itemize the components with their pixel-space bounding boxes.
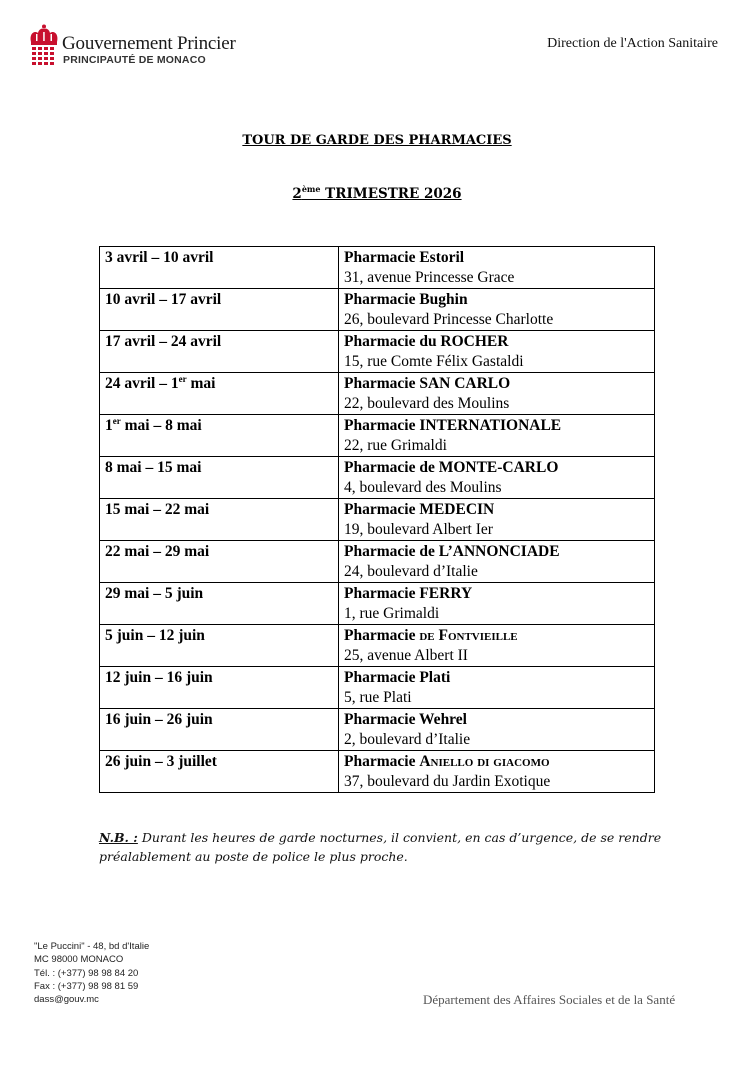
note-text: Durant les heures de garde nocturnes, il convient, en cas d’urgence, de se rendre préalablement au poste de police le plus proche. xyxy=(99,830,662,864)
address-line: MC 98000 MONACO xyxy=(34,954,124,966)
pharmacy-cell xyxy=(339,625,655,667)
department-name: Département des Affaires Sociales et de la Santé xyxy=(423,992,676,1007)
period-text: mai – 8 mai xyxy=(120,417,202,434)
pharmacy-name: Pharmacie de MONTE-CARLO xyxy=(344,459,559,476)
table-row xyxy=(100,247,655,289)
pharmacy-cell xyxy=(339,289,655,331)
pharmacy-address: 19, boulevard Albert Ier xyxy=(344,521,493,538)
pharmacy-address: 31, avenue Princesse Grace xyxy=(344,269,515,286)
pharmacy-name xyxy=(344,752,649,772)
table-row xyxy=(100,541,655,583)
pharmacy-address: 25, avenue Albert II xyxy=(344,647,468,664)
period-cell xyxy=(100,373,339,415)
pharmacy-name-prefix: Pharmacie xyxy=(344,627,420,644)
period-sup: er xyxy=(178,374,187,384)
table-row xyxy=(100,289,655,331)
table-row xyxy=(100,751,655,793)
document-title xyxy=(0,133,754,148)
pharmacy-name-prefix: Pharmacie xyxy=(344,753,420,770)
pharmacy-name: Pharmacie Wehrel xyxy=(344,711,467,728)
pharmacy-cell xyxy=(339,751,655,793)
table-row xyxy=(100,373,655,415)
subtitle-rest: TRIMESTRE 2026 xyxy=(320,186,462,202)
pharmacy-cell xyxy=(339,415,655,457)
period-cell: 12 juin – 16 juin xyxy=(100,667,339,709)
schedule-table xyxy=(99,246,655,793)
pharmacy-cell xyxy=(339,331,655,373)
email-line: dass@gouv.mc xyxy=(34,994,99,1006)
period-cell: 15 mai – 22 mai xyxy=(100,499,339,541)
period-cell: 5 juin – 12 juin xyxy=(100,625,339,667)
direction-name: Direction de l'Action Sanitaire xyxy=(547,36,718,51)
period-cell: 17 avril – 24 avril xyxy=(100,331,339,373)
address-line: "Le Puccini" - 48, bd d'Italie xyxy=(34,941,150,952)
pharmacy-name: Pharmacie Bughin xyxy=(344,291,468,308)
period-text: mai xyxy=(186,375,216,392)
pharmacy-cell xyxy=(339,667,655,709)
document-title-text: TOUR DE GARDE DES PHARMACIES xyxy=(242,133,512,148)
pharmacy-address: 5, rue Plati xyxy=(344,689,412,706)
table-row xyxy=(100,331,655,373)
document-subtitle xyxy=(0,186,754,202)
pharmacy-cell xyxy=(339,457,655,499)
fax-line: Fax : (+377) 98 98 81 59 xyxy=(34,980,139,992)
contact-address xyxy=(34,940,149,1006)
period-cell: 3 avril – 10 avril xyxy=(100,247,339,289)
period-cell: 16 juin – 26 juin xyxy=(100,709,339,751)
pharmacy-name: Pharmacie Estoril xyxy=(344,249,465,266)
period-cell: 22 mai – 29 mai xyxy=(100,541,339,583)
logo-title: Gouvernement Princier xyxy=(62,33,236,54)
subtitle-number: 2 xyxy=(292,186,302,202)
phone-line: Tél. : (+377) 98 98 84 20 xyxy=(34,967,139,979)
pharmacy-name: Pharmacie du ROCHER xyxy=(344,333,509,350)
pharmacy-name: Pharmacie INTERNATIONALE xyxy=(344,417,562,434)
pharmacy-name: Pharmacie de L’ANNONCIADE xyxy=(344,543,560,560)
period-cell: 10 avril – 17 avril xyxy=(100,289,339,331)
pharmacy-name-smallcaps: Aniello di giacomo xyxy=(419,753,550,770)
crown-icon xyxy=(28,24,60,66)
pharmacy-address: 1, rue Grimaldi xyxy=(344,605,440,622)
pharmacy-address: 15, rue Comte Félix Gastaldi xyxy=(344,353,524,370)
pharmacy-cell xyxy=(339,583,655,625)
period-cell: 26 juin – 3 juillet xyxy=(100,751,339,793)
pharmacy-cell xyxy=(339,709,655,751)
table-row xyxy=(100,667,655,709)
period-sup: er xyxy=(112,416,121,426)
pharmacy-cell xyxy=(339,247,655,289)
pharmacy-address: 24, boulevard d’Italie xyxy=(344,563,478,580)
pharmacy-name: Pharmacie Plati xyxy=(344,669,451,686)
government-logo xyxy=(28,24,258,68)
pharmacy-address: 4, boulevard des Moulins xyxy=(344,479,502,496)
pharmacy-address: 26, boulevard Princesse Charlotte xyxy=(344,311,554,328)
pharmacy-cell xyxy=(339,499,655,541)
table-row xyxy=(100,625,655,667)
pharmacy-address: 22, boulevard des Moulins xyxy=(344,395,510,412)
pharmacy-name: Pharmacie SAN CARLO xyxy=(344,375,511,392)
logo-subtitle: PRINCIPAUTÉ DE MONACO xyxy=(63,54,206,66)
period-text: 24 avril – 1 xyxy=(105,375,179,392)
pharmacy-name: Pharmacie MEDECIN xyxy=(344,501,495,518)
pharmacy-name xyxy=(344,626,649,646)
period-text: 1 xyxy=(105,417,113,434)
pharmacy-name: Pharmacie FERRY xyxy=(344,585,473,602)
period-cell xyxy=(100,415,339,457)
table-row xyxy=(100,709,655,751)
period-cell: 8 mai – 15 mai xyxy=(100,457,339,499)
table-row xyxy=(100,499,655,541)
table-row xyxy=(100,415,655,457)
pharmacy-name-smallcaps: de Fontvieille xyxy=(419,627,518,644)
pharmacy-address: 22, rue Grimaldi xyxy=(344,437,447,454)
subtitle-sup: ème xyxy=(301,184,321,194)
note-label: N.B. : xyxy=(99,830,138,845)
pharmacy-cell xyxy=(339,541,655,583)
period-cell: 29 mai – 5 juin xyxy=(100,583,339,625)
note xyxy=(99,828,679,866)
pharmacy-address: 37, boulevard du Jardin Exotique xyxy=(344,773,551,790)
pharmacy-address: 2, boulevard d’Italie xyxy=(344,731,471,748)
table-row xyxy=(100,583,655,625)
table-row xyxy=(100,457,655,499)
pharmacy-cell xyxy=(339,373,655,415)
